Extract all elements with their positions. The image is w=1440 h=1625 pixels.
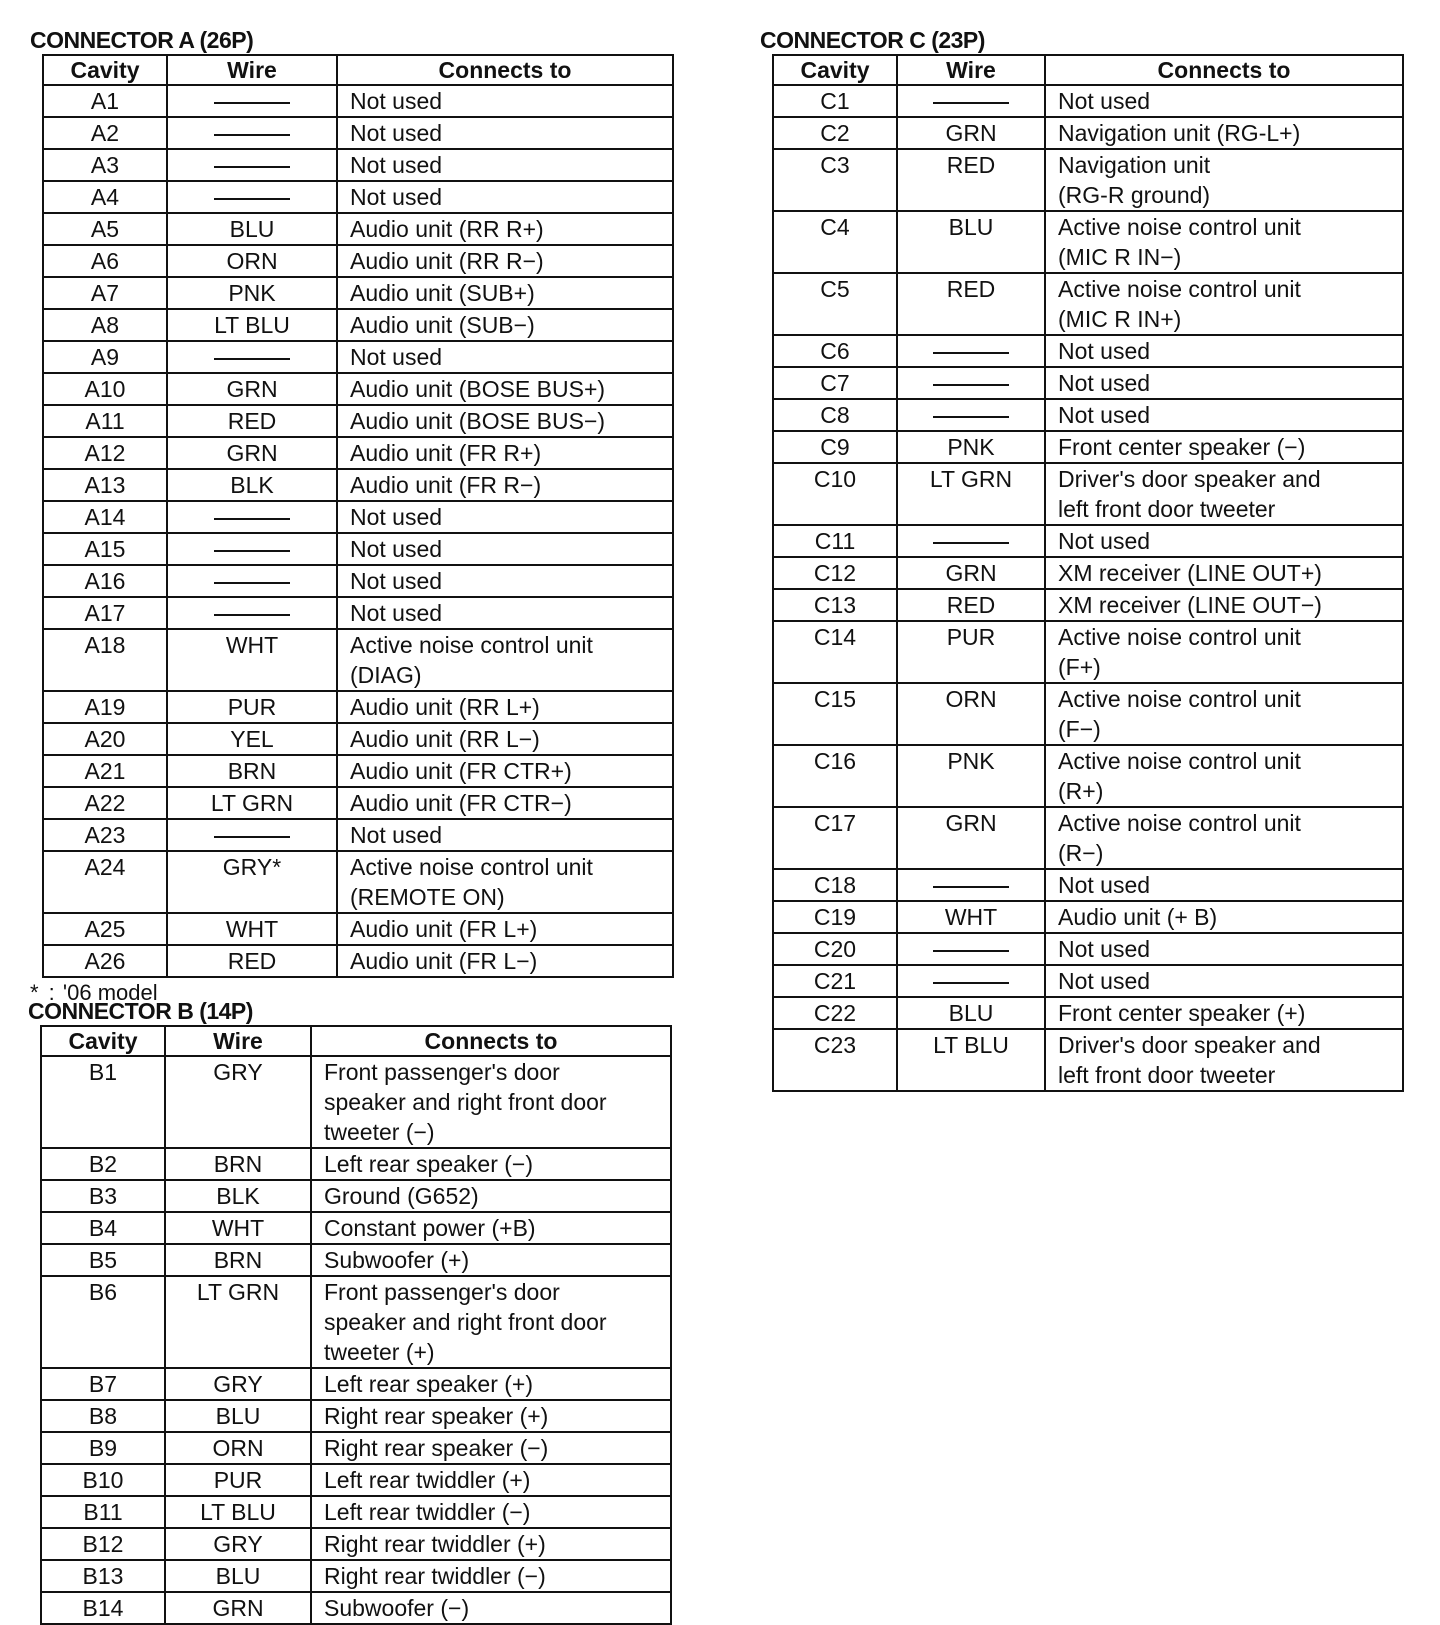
connects-to-cell: Active noise control unit (MIC R IN−) bbox=[1045, 211, 1403, 273]
cavity-cell: C23 bbox=[773, 1029, 897, 1091]
cavity-cell: B10 bbox=[41, 1464, 165, 1496]
not-used-dash bbox=[933, 950, 1009, 952]
connects-to-cell: Audio unit (SUB−) bbox=[337, 309, 673, 341]
connects-to-cell: Not used bbox=[1045, 933, 1403, 965]
table-row bbox=[773, 335, 1403, 367]
wire-header: Wire bbox=[167, 55, 337, 85]
connects-to-cell: Audio unit (SUB+) bbox=[337, 277, 673, 309]
cavity-cell: A23 bbox=[43, 819, 167, 851]
connects-to-cell: Audio unit (+ B) bbox=[1045, 901, 1403, 933]
cavity-cell: C21 bbox=[773, 965, 897, 997]
connects-to-cell: Not used bbox=[337, 501, 673, 533]
wire-cell: WHT bbox=[167, 629, 337, 691]
table-row bbox=[43, 309, 673, 341]
cavity-cell: B6 bbox=[41, 1276, 165, 1368]
table-row bbox=[41, 1432, 671, 1464]
connector-b-table bbox=[40, 1025, 672, 1625]
connects-to-header: Connects to bbox=[1045, 55, 1403, 85]
cavity-cell: C13 bbox=[773, 589, 897, 621]
cavity-cell: A1 bbox=[43, 85, 167, 117]
wire-cell bbox=[897, 367, 1045, 399]
table-row bbox=[773, 367, 1403, 399]
cavity-cell: C11 bbox=[773, 525, 897, 557]
table-row bbox=[41, 1464, 671, 1496]
table-row bbox=[43, 213, 673, 245]
cavity-cell: A26 bbox=[43, 945, 167, 977]
cavity-cell: C14 bbox=[773, 621, 897, 683]
cavity-cell: C8 bbox=[773, 399, 897, 431]
wire-cell: LT BLU bbox=[167, 309, 337, 341]
wire-cell: RED bbox=[897, 273, 1045, 335]
connects-to-cell: Active noise control unit (F−) bbox=[1045, 683, 1403, 745]
table-row bbox=[43, 755, 673, 787]
connects-to-cell: Audio unit (FR L+) bbox=[337, 913, 673, 945]
connects-to-cell: Not used bbox=[337, 85, 673, 117]
connector-c-title: CONNECTOR C (23P) bbox=[760, 27, 985, 53]
connects-to-cell: XM receiver (LINE OUT−) bbox=[1045, 589, 1403, 621]
table-row bbox=[43, 437, 673, 469]
table-row bbox=[43, 723, 673, 755]
connects-to-cell: Right rear speaker (+) bbox=[311, 1400, 671, 1432]
not-used-dash bbox=[214, 134, 290, 136]
wire-cell: BLU bbox=[897, 211, 1045, 273]
wire-cell bbox=[167, 533, 337, 565]
wire-cell: LT GRN bbox=[897, 463, 1045, 525]
table-row bbox=[773, 589, 1403, 621]
table-header-row bbox=[43, 55, 673, 85]
cavity-cell: B3 bbox=[41, 1180, 165, 1212]
wire-cell: LT GRN bbox=[165, 1276, 311, 1368]
table-row bbox=[41, 1592, 671, 1624]
connects-to-cell: Not used bbox=[337, 819, 673, 851]
table-row bbox=[43, 913, 673, 945]
wire-cell bbox=[167, 117, 337, 149]
connects-to-cell: Left rear twiddler (+) bbox=[311, 1464, 671, 1496]
connects-to-cell: Left rear speaker (+) bbox=[311, 1368, 671, 1400]
cavity-cell: A13 bbox=[43, 469, 167, 501]
cavity-cell: C2 bbox=[773, 117, 897, 149]
connects-to-cell: Driver's door speaker and left front door tweeter bbox=[1045, 463, 1403, 525]
wire-cell: GRN bbox=[897, 557, 1045, 589]
wire-cell: PNK bbox=[167, 277, 337, 309]
wire-cell: WHT bbox=[167, 913, 337, 945]
not-used-dash bbox=[214, 166, 290, 168]
wire-cell: ORN bbox=[167, 245, 337, 277]
table-row bbox=[773, 85, 1403, 117]
cavity-cell: A5 bbox=[43, 213, 167, 245]
connects-to-cell: Front center speaker (+) bbox=[1045, 997, 1403, 1029]
wire-cell: BLU bbox=[165, 1560, 311, 1592]
table-row bbox=[773, 901, 1403, 933]
wire-cell bbox=[167, 85, 337, 117]
table-row bbox=[43, 341, 673, 373]
wire-cell: GRN bbox=[897, 117, 1045, 149]
cavity-cell: A21 bbox=[43, 755, 167, 787]
connects-to-cell: Constant power (+B) bbox=[311, 1212, 671, 1244]
footnote-text: '06 model bbox=[62, 980, 158, 1005]
connects-to-cell: Ground (G652) bbox=[311, 1180, 671, 1212]
cavity-cell: C4 bbox=[773, 211, 897, 273]
connects-to-cell: Driver's door speaker and left front door tweeter bbox=[1045, 1029, 1403, 1091]
cavity-header: Cavity bbox=[43, 55, 167, 85]
wire-cell: LT BLU bbox=[165, 1496, 311, 1528]
table-row bbox=[773, 211, 1403, 273]
table-row bbox=[41, 1276, 671, 1368]
connects-to-header: Connects to bbox=[311, 1026, 671, 1056]
wire-cell: GRY* bbox=[167, 851, 337, 913]
cavity-cell: A2 bbox=[43, 117, 167, 149]
connects-to-cell: Audio unit (FR L−) bbox=[337, 945, 673, 977]
wire-cell: BLK bbox=[165, 1180, 311, 1212]
wire-cell: RED bbox=[897, 589, 1045, 621]
cavity-cell: B4 bbox=[41, 1212, 165, 1244]
not-used-dash bbox=[214, 550, 290, 552]
wire-cell: GRY bbox=[165, 1056, 311, 1148]
connects-to-cell: Audio unit (FR R+) bbox=[337, 437, 673, 469]
not-used-dash bbox=[933, 384, 1009, 386]
not-used-dash bbox=[933, 352, 1009, 354]
wire-cell: ORN bbox=[897, 683, 1045, 745]
connects-to-cell: Not used bbox=[1045, 85, 1403, 117]
connects-to-cell: Left rear speaker (−) bbox=[311, 1148, 671, 1180]
not-used-dash bbox=[933, 542, 1009, 544]
cavity-cell: A4 bbox=[43, 181, 167, 213]
cavity-cell: C3 bbox=[773, 149, 897, 211]
table-row bbox=[773, 1029, 1403, 1091]
cavity-cell: A17 bbox=[43, 597, 167, 629]
not-used-dash bbox=[214, 518, 290, 520]
wire-cell: GRN bbox=[167, 373, 337, 405]
connects-to-cell: Not used bbox=[337, 341, 673, 373]
connects-to-cell: Audio unit (BOSE BUS+) bbox=[337, 373, 673, 405]
connector-c-table bbox=[772, 54, 1404, 1092]
connects-to-cell: Audio unit (RR L+) bbox=[337, 691, 673, 723]
wire-cell: PUR bbox=[165, 1464, 311, 1496]
cavity-cell: C22 bbox=[773, 997, 897, 1029]
cavity-cell: C7 bbox=[773, 367, 897, 399]
cavity-cell: A18 bbox=[43, 629, 167, 691]
cavity-cell: B8 bbox=[41, 1400, 165, 1432]
connects-to-cell: Not used bbox=[337, 597, 673, 629]
wire-cell: BRN bbox=[165, 1148, 311, 1180]
wire-cell: BRN bbox=[167, 755, 337, 787]
wire-cell: PNK bbox=[897, 745, 1045, 807]
cavity-cell: C6 bbox=[773, 335, 897, 367]
table-row bbox=[773, 807, 1403, 869]
connects-to-cell: Right rear speaker (−) bbox=[311, 1432, 671, 1464]
connects-to-cell: Not used bbox=[1045, 399, 1403, 431]
connects-to-cell: Active noise control unit (F+) bbox=[1045, 621, 1403, 683]
wire-cell: PUR bbox=[897, 621, 1045, 683]
connects-to-cell: Front center speaker (−) bbox=[1045, 431, 1403, 463]
connects-to-cell: Not used bbox=[337, 565, 673, 597]
cavity-cell: B14 bbox=[41, 1592, 165, 1624]
wire-cell: LT GRN bbox=[167, 787, 337, 819]
cavity-cell: B7 bbox=[41, 1368, 165, 1400]
wire-cell: RED bbox=[167, 945, 337, 977]
table-row bbox=[43, 565, 673, 597]
table-row bbox=[773, 683, 1403, 745]
wire-cell: GRN bbox=[165, 1592, 311, 1624]
table-row bbox=[43, 691, 673, 723]
connects-to-cell: Active noise control unit (DIAG) bbox=[337, 629, 673, 691]
table-row bbox=[43, 373, 673, 405]
table-row bbox=[773, 273, 1403, 335]
wire-cell: WHT bbox=[165, 1212, 311, 1244]
wire-cell bbox=[897, 85, 1045, 117]
cavity-cell: C16 bbox=[773, 745, 897, 807]
connects-to-header: Connects to bbox=[337, 55, 673, 85]
table-row bbox=[43, 85, 673, 117]
cavity-cell: A25 bbox=[43, 913, 167, 945]
table-row bbox=[43, 245, 673, 277]
table-row bbox=[41, 1056, 671, 1148]
connects-to-cell: Not used bbox=[337, 533, 673, 565]
table-row bbox=[41, 1560, 671, 1592]
connects-to-cell: Not used bbox=[337, 117, 673, 149]
table-row bbox=[773, 965, 1403, 997]
cavity-cell: B2 bbox=[41, 1148, 165, 1180]
connector-a-section bbox=[30, 26, 670, 1008]
wire-cell bbox=[897, 525, 1045, 557]
connects-to-cell: Front passenger's door speaker and right front door tweeter (−) bbox=[311, 1056, 671, 1148]
connector-a-table bbox=[42, 54, 674, 978]
cavity-cell: A9 bbox=[43, 341, 167, 373]
cavity-cell: C10 bbox=[773, 463, 897, 525]
table-row bbox=[773, 149, 1403, 211]
table-header-row bbox=[41, 1026, 671, 1056]
connects-to-cell: Active noise control unit (R−) bbox=[1045, 807, 1403, 869]
connects-to-cell: Navigation unit (RG-L+) bbox=[1045, 117, 1403, 149]
connects-to-cell: Not used bbox=[1045, 367, 1403, 399]
wire-cell bbox=[167, 565, 337, 597]
table-row bbox=[43, 277, 673, 309]
wire-header: Wire bbox=[165, 1026, 311, 1056]
table-row bbox=[43, 469, 673, 501]
table-row bbox=[41, 1212, 671, 1244]
table-row bbox=[43, 819, 673, 851]
not-used-dash bbox=[214, 614, 290, 616]
wire-cell: BLK bbox=[167, 469, 337, 501]
table-row bbox=[773, 463, 1403, 525]
wire-cell: BLU bbox=[167, 213, 337, 245]
wire-cell bbox=[897, 933, 1045, 965]
wire-cell: GRY bbox=[165, 1528, 311, 1560]
connects-to-cell: Not used bbox=[1045, 525, 1403, 557]
connects-to-cell: Audio unit (RR L−) bbox=[337, 723, 673, 755]
connects-to-cell: Front passenger's door speaker and right front door tweeter (+) bbox=[311, 1276, 671, 1368]
table-row bbox=[773, 997, 1403, 1029]
connector-a-title: CONNECTOR A (26P) bbox=[30, 27, 254, 53]
table-row bbox=[773, 869, 1403, 901]
wire-cell bbox=[167, 341, 337, 373]
wire-cell bbox=[167, 501, 337, 533]
table-row bbox=[773, 399, 1403, 431]
cavity-cell: A19 bbox=[43, 691, 167, 723]
wire-cell bbox=[167, 597, 337, 629]
cavity-cell: C12 bbox=[773, 557, 897, 589]
cavity-cell: B11 bbox=[41, 1496, 165, 1528]
table-row bbox=[41, 1368, 671, 1400]
table-row bbox=[41, 1244, 671, 1276]
connects-to-cell: Active noise control unit (R+) bbox=[1045, 745, 1403, 807]
table-row bbox=[43, 117, 673, 149]
wire-cell: GRN bbox=[897, 807, 1045, 869]
not-used-dash bbox=[933, 886, 1009, 888]
cavity-cell: A15 bbox=[43, 533, 167, 565]
connects-to-cell: Active noise control unit (REMOTE ON) bbox=[337, 851, 673, 913]
table-row bbox=[43, 405, 673, 437]
table-row bbox=[41, 1148, 671, 1180]
cavity-cell: A3 bbox=[43, 149, 167, 181]
connects-to-cell: Audio unit (RR R+) bbox=[337, 213, 673, 245]
not-used-dash bbox=[933, 416, 1009, 418]
cavity-cell: C15 bbox=[773, 683, 897, 745]
table-row bbox=[43, 629, 673, 691]
cavity-cell: A16 bbox=[43, 565, 167, 597]
connects-to-cell: XM receiver (LINE OUT+) bbox=[1045, 557, 1403, 589]
cavity-cell: C19 bbox=[773, 901, 897, 933]
cavity-cell: A6 bbox=[43, 245, 167, 277]
table-row bbox=[773, 117, 1403, 149]
connects-to-cell: Not used bbox=[1045, 335, 1403, 367]
wire-cell: WHT bbox=[897, 901, 1045, 933]
table-row bbox=[773, 933, 1403, 965]
connects-to-cell: Subwoofer (−) bbox=[311, 1592, 671, 1624]
connects-to-cell: Not used bbox=[1045, 965, 1403, 997]
connects-to-cell: Audio unit (FR R−) bbox=[337, 469, 673, 501]
wire-cell: BRN bbox=[165, 1244, 311, 1276]
connector-c-section bbox=[760, 26, 1400, 1092]
not-used-dash bbox=[214, 102, 290, 104]
connects-to-cell: Active noise control unit (MIC R IN+) bbox=[1045, 273, 1403, 335]
wire-cell: ORN bbox=[165, 1432, 311, 1464]
cavity-cell: A7 bbox=[43, 277, 167, 309]
connects-to-cell: Left rear twiddler (−) bbox=[311, 1496, 671, 1528]
not-used-dash bbox=[214, 358, 290, 360]
wire-header: Wire bbox=[897, 55, 1045, 85]
connects-to-cell: Audio unit (FR CTR−) bbox=[337, 787, 673, 819]
cavity-cell: A11 bbox=[43, 405, 167, 437]
wire-cell: GRY bbox=[165, 1368, 311, 1400]
wire-cell: YEL bbox=[167, 723, 337, 755]
table-row bbox=[43, 181, 673, 213]
not-used-dash bbox=[214, 198, 290, 200]
connects-to-cell: Subwoofer (+) bbox=[311, 1244, 671, 1276]
cavity-cell: A20 bbox=[43, 723, 167, 755]
connects-to-cell: Audio unit (RR R−) bbox=[337, 245, 673, 277]
not-used-dash bbox=[933, 102, 1009, 104]
wire-cell: GRN bbox=[167, 437, 337, 469]
table-row bbox=[773, 745, 1403, 807]
wire-cell bbox=[897, 399, 1045, 431]
wire-cell: BLU bbox=[897, 997, 1045, 1029]
wire-cell: PUR bbox=[167, 691, 337, 723]
connects-to-cell: Not used bbox=[337, 149, 673, 181]
cavity-cell: B1 bbox=[41, 1056, 165, 1148]
connects-to-cell: Audio unit (BOSE BUS−) bbox=[337, 405, 673, 437]
wire-cell: PNK bbox=[897, 431, 1045, 463]
table-row bbox=[41, 1180, 671, 1212]
cavity-header: Cavity bbox=[773, 55, 897, 85]
cavity-cell: A24 bbox=[43, 851, 167, 913]
connects-to-cell: Audio unit (FR CTR+) bbox=[337, 755, 673, 787]
wire-cell bbox=[167, 181, 337, 213]
not-used-dash bbox=[214, 836, 290, 838]
connects-to-cell: Right rear twiddler (+) bbox=[311, 1528, 671, 1560]
table-row bbox=[43, 501, 673, 533]
cavity-cell: B9 bbox=[41, 1432, 165, 1464]
table-row bbox=[43, 787, 673, 819]
table-row bbox=[43, 149, 673, 181]
wire-cell: RED bbox=[167, 405, 337, 437]
table-row bbox=[41, 1528, 671, 1560]
wire-cell: BLU bbox=[165, 1400, 311, 1432]
table-row bbox=[773, 431, 1403, 463]
cavity-cell: A22 bbox=[43, 787, 167, 819]
wire-cell bbox=[167, 149, 337, 181]
connector-b-section bbox=[28, 997, 668, 1625]
cavity-cell: C18 bbox=[773, 869, 897, 901]
table-row bbox=[43, 597, 673, 629]
connector-b-title: CONNECTOR B (14P) bbox=[28, 998, 253, 1024]
table-row bbox=[43, 945, 673, 977]
cavity-cell: B13 bbox=[41, 1560, 165, 1592]
not-used-dash bbox=[214, 582, 290, 584]
table-row bbox=[41, 1400, 671, 1432]
cavity-header: Cavity bbox=[41, 1026, 165, 1056]
table-row bbox=[41, 1496, 671, 1528]
table-row bbox=[43, 851, 673, 913]
table-row bbox=[773, 557, 1403, 589]
wire-cell bbox=[897, 869, 1045, 901]
table-row bbox=[43, 533, 673, 565]
cavity-cell: A10 bbox=[43, 373, 167, 405]
footnote-mark: * : bbox=[30, 980, 57, 1005]
cavity-cell: B12 bbox=[41, 1528, 165, 1560]
wire-cell bbox=[167, 819, 337, 851]
connects-to-cell: Navigation unit (RG-R ground) bbox=[1045, 149, 1403, 211]
connects-to-cell: Right rear twiddler (−) bbox=[311, 1560, 671, 1592]
cavity-cell: B5 bbox=[41, 1244, 165, 1276]
table-row bbox=[773, 525, 1403, 557]
wire-cell bbox=[897, 335, 1045, 367]
wire-cell: RED bbox=[897, 149, 1045, 211]
connects-to-cell: Not used bbox=[337, 181, 673, 213]
table-row bbox=[773, 621, 1403, 683]
connects-to-cell: Not used bbox=[1045, 869, 1403, 901]
cavity-cell: A14 bbox=[43, 501, 167, 533]
cavity-cell: C9 bbox=[773, 431, 897, 463]
cavity-cell: A12 bbox=[43, 437, 167, 469]
cavity-cell: C5 bbox=[773, 273, 897, 335]
cavity-cell: C1 bbox=[773, 85, 897, 117]
table-header-row bbox=[773, 55, 1403, 85]
cavity-cell: A8 bbox=[43, 309, 167, 341]
not-used-dash bbox=[933, 982, 1009, 984]
wire-cell bbox=[897, 965, 1045, 997]
cavity-cell: C17 bbox=[773, 807, 897, 869]
cavity-cell: C20 bbox=[773, 933, 897, 965]
wire-cell: LT BLU bbox=[897, 1029, 1045, 1091]
